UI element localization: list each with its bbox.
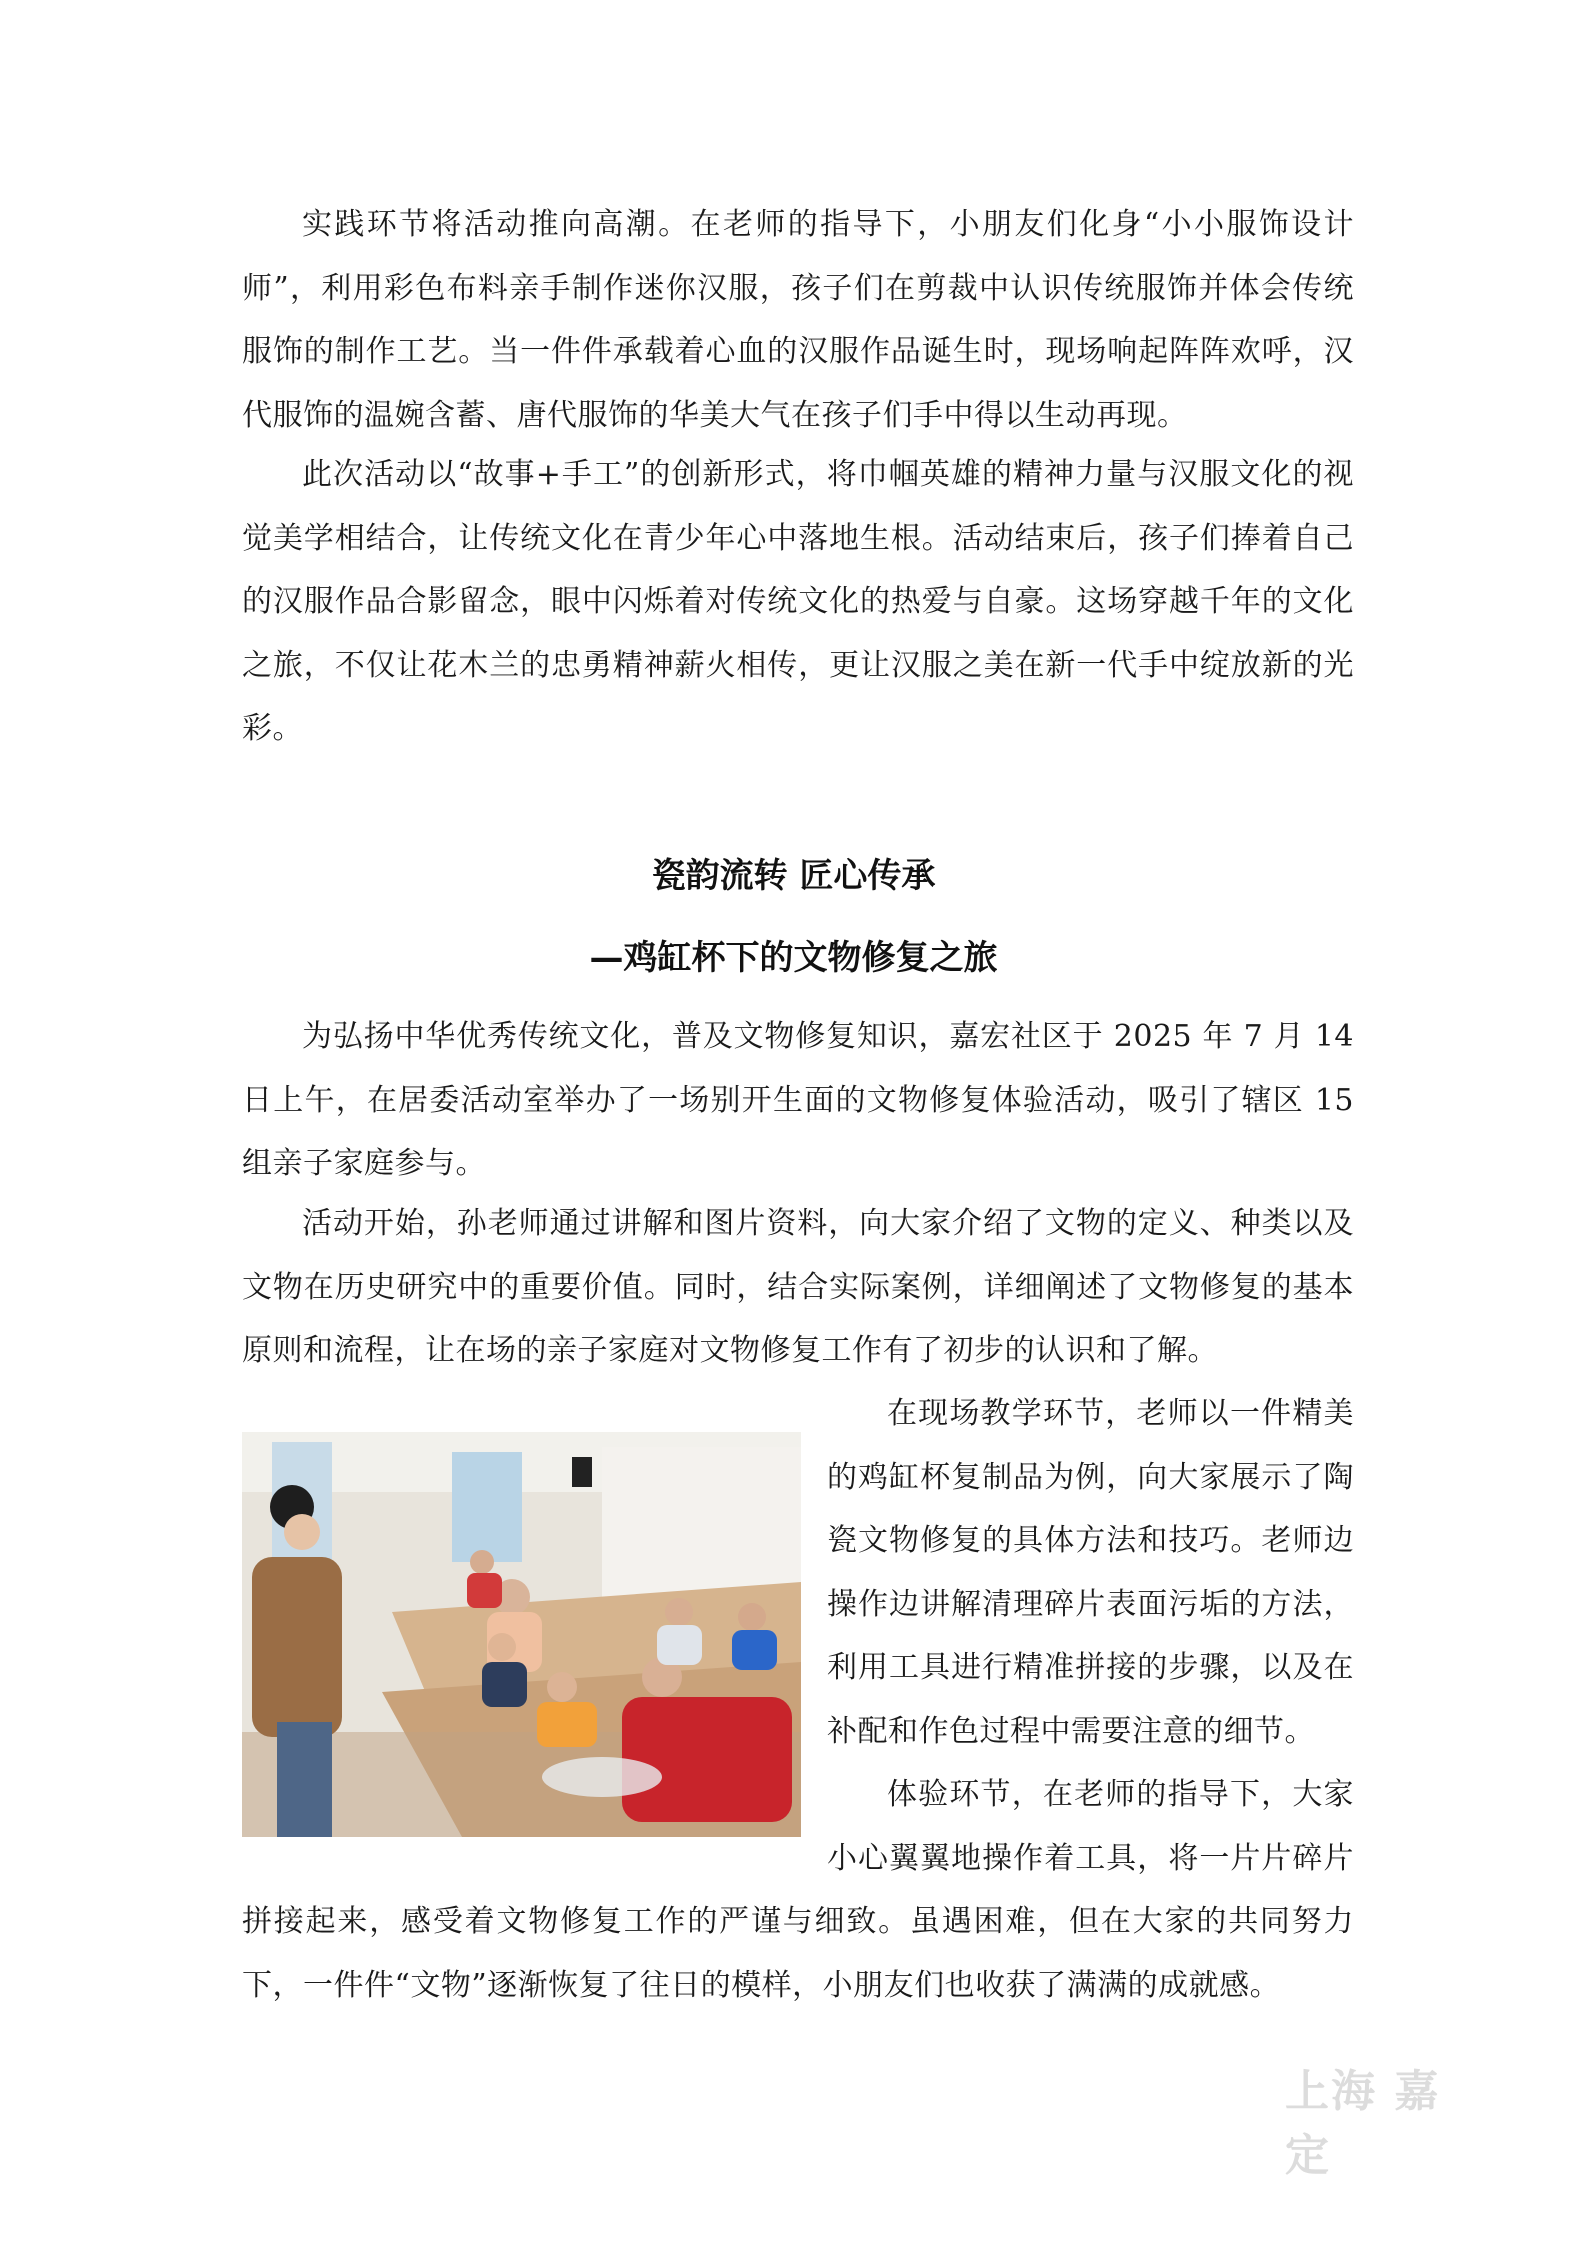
paragraph-teaching: 在现场教学环节，老师以一件精美的鸡缸杯复制品为例，向大家展示了陶瓷文物修复的具体方法和技巧。老师边操作边讲解清理碎片表面污垢的方法，利用工具进行精准拼接的步骤，以及在补配和作色过程中需要注意的细节。 <box>827 1396 1354 1749</box>
article-title: 瓷韵流转 匠心传承 <box>651 856 936 896</box>
activity-photo <box>242 1432 801 1837</box>
watermark-text: 上海 嘉定 <box>1285 2066 1441 2181</box>
paragraph-summary: 此次活动以“故事+手工”的创新形式，将巾帼英雄的精神力量与汉服文化的视觉美学相结合，让传统文化在青少年心中落地生根。活动结束后，孩子们捧着自己的汉服作品合影留念，眼中闪烁着对传统文化的热爱与自豪。这场穿越千年的文化之旅，不仅让花木兰的忠勇精神薪火相传，更让汉服之美在新一代手中绽放新的光彩。 <box>242 457 1354 746</box>
article-subtitle: —鸡缸杯下的文物修复之旅 <box>589 938 998 978</box>
paragraph-practice: 实践环节将活动推向高潮。在老师的指导下，小朋友们化身“小小服饰设计师”，利用彩色布料亲手制作迷你汉服，孩子们在剪裁中认识传统服饰并体会传统服饰的制作工艺。当一件件承载着心血的汉服作品诞生时，现场响起阵阵欢呼，汉代服饰的温婉含蓄、唐代服饰的华美大气在孩子们手中得以生动再现。 <box>242 207 1354 433</box>
watermark-logo <box>1285 2055 1485 2181</box>
paragraph-experience: 体验环节，在老师的指导下，大家小心翼翼地操作着工具，将一片片碎片拼接起来，感受着文物修复工作的严谨与细致。虽遇困难，但在大家的共同努力下，一件件“文物”逐渐恢复了往日的模样，小朋友们也收获了满满的成就感。 <box>242 1777 1354 2003</box>
paragraph-intro: 为弘扬中华优秀传统文化，普及文物修复知识，嘉宏社区于 2025 年 7 月 14 日上午，在居委活动室举办了一场别开生面的文物修复体验活动，吸引了辖区 15 组亲子家庭参与。 <box>242 1019 1354 1181</box>
paragraph-lecture: 活动开始，孙老师通过讲解和图片资料，向大家介绍了文物的定义、种类以及文物在历史研究中的重要价值。同时，结合实际案例，详细阐述了文物修复的基本原则和流程，让在场的亲子家庭对文物修复工作有了初步的认识和了解。 <box>242 1206 1354 1368</box>
classroom-photo-illustration <box>242 1432 801 1837</box>
photo-text-block <box>242 1382 1354 2017</box>
